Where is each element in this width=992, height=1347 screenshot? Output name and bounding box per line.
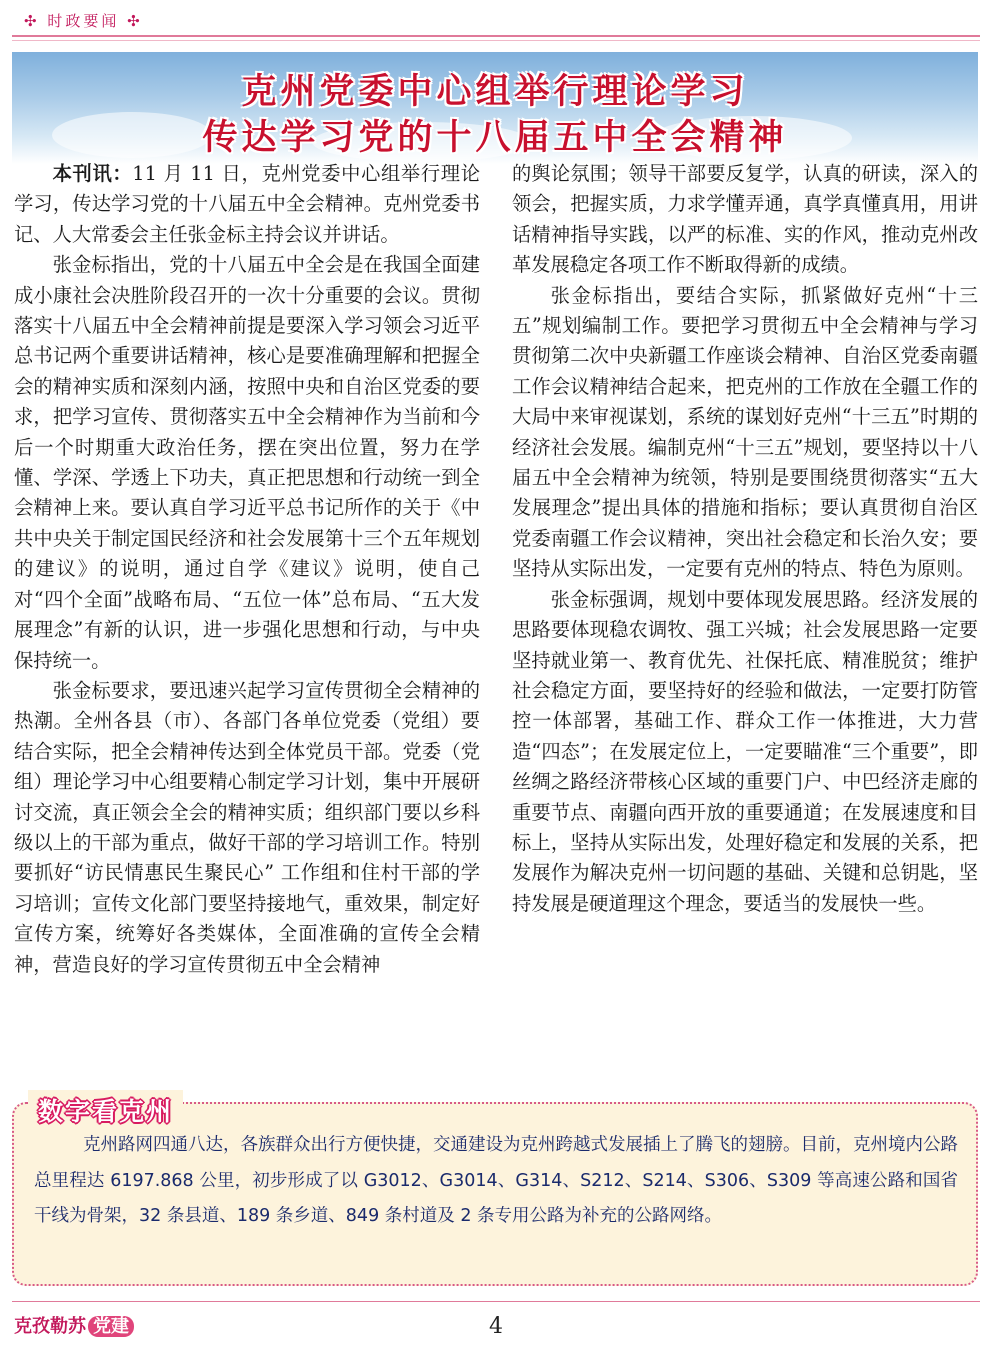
- page-number: 4: [489, 1314, 503, 1339]
- article-paragraph: 张金标要求，要迅速兴起学习宣传贯彻全会精神的热潮。全州各县（市）、各部门各单位党委（党组）要结合实际，把全会精神传达到全体党员干部。党委（党组）理论学习中心组要精心制定学习计划，集中开展研讨交流，真正领会全会的精神实质；组织部门要以乡科级以上的干部为重点，做好干部的学习培训工作。特别要抓好“访民情惠民生聚民心” 工作组和住村干部的学习培训；宣传文化部门要坚持接地气，重效果，制定好宣传方案，统筹好各类媒体，全面准确的宣传全会精神，营造良好的学习宣传贯彻五中全会精神: [14, 678, 480, 976]
- section-tag: ✣ 时政要闻 ✣: [24, 12, 143, 30]
- facts-box-text: 克州路网四通八达，各族群众出行方便快捷，交通建设为克州跨越式发展插上了腾飞的翅膀。目前，克州境内公路总里程达 6197.868 公里，初步形成了以 G3012、G3014、G314、S212、S214、S306、S309 等高速公路和国省干线为骨架，32 条县道、189 条乡道、849 条村道及 2 条专用公路为补充的公路网络。: [34, 1135, 958, 1226]
- lead-label: 本刊讯：: [52, 162, 133, 185]
- facts-box-title: 数字看克州: [28, 1090, 183, 1130]
- headline-line-1: 克州党委中心组举行理论学习: [241, 71, 749, 112]
- lead-paragraph: [14, 159, 480, 250]
- headline-banner: [12, 52, 978, 164]
- brand-accent: 党建: [88, 1316, 134, 1337]
- article-column-right: [512, 159, 978, 919]
- headline-line-2: 传达学习党的十八届五中全会精神: [202, 117, 788, 158]
- header-divider-thin: [12, 40, 980, 41]
- magazine-brand: [14, 1312, 134, 1338]
- article-column-left: [14, 159, 480, 980]
- footer-divider: [12, 1301, 980, 1302]
- article-paragraph: 张金标指出，要结合实际，抓紧做好克州“十三五”规划编制工作。要把学习贯彻五中全会精神与学习贯彻第二次中央新疆工作座谈会精神、自治区党委南疆工作会议精神结合起来，把克州的工作放在全疆工作的大局中来审视谋划，系统的谋划好克州“十三五”时期的经济社会发展。编制克州“十三五”规划，要坚持以十八届五中全会精神为统领，特别是要围绕贯彻落实“五大发展理念”提出具体的措施和指标；要认真贯彻自治区党委南疆工作会议精神，突出社会稳定和长治久安；要坚持从实际出发，一定要有克州的特点、特色为原则。: [512, 283, 978, 581]
- lead-text: 11 月 11 日，克州党委中心组举行理论学习，传达学习党的十八届五中全会精神。克州党委书记、人大常委会主任张金标主持会议并讲话。: [14, 162, 480, 246]
- brand-main: 克孜勒苏: [14, 1316, 86, 1337]
- article-paragraph: 张金标强调，规划中要体现发展思路。经济发展的思路要体现稳农调牧、强工兴城；社会发展思路一定要坚持就业第一、教育优先、社保托底、精准脱贫；维护社会稳定方面，要坚持好的经验和做法，一定要打防管控一体部署，基础工作、群众工作一体推进，大力营造“四态”；在发展定位上，一定要瞄准“三个重要”，即丝绸之路经济带核心区域的重要门户、中巴经济走廊的重要节点、南疆向西开放的重要通道；在发展速度和目标上，坚持从实际出发，处理好稳定和发展的关系，把发展作为解决克州一切问题的基础、关键和总钥匙，坚持发展是硬道理这个理念，要适当的发展快一些。: [512, 587, 978, 915]
- continued-paragraph: 的舆论氛围；领导干部要反复学，认真的研读，深入的领会，把握实质，力求学懂弄通，真学真懂真用，用讲话精神指导实践，以严的标准、实的作风，推动克州改革发展稳定各项工作不断取得新的成绩。: [512, 162, 978, 277]
- article-paragraph: 张金标指出，党的十八届五中全会是在我国全面建成小康社会决胜阶段召开的一次十分重要的会议。贯彻落实十八届五中全会精神前提是要深入学习领会习近平总书记两个重要讲话精神，核心是要准确理解和把握全会的精神实质和深刻内涵，按照中央和自治区党委的要求，把学习宣传、贯彻落实五中全会精神作为当前和今后一个时期重大政治任务，摆在突出位置，努力在学懂、学深、学透上下功夫，真正把思想和行动统一到全会精神上来。要认真自学习近平总书记所作的关于《中共中央关于制定国民经济和社会发展第十三个五年规划的建议》的说明，通过自学《建议》说明，使自己对“四个全面”战略布局、“五位一体”总布局、“五大发展理念”有新的认识，进一步强化思想和行动，与中央保持统一。: [14, 253, 480, 672]
- header-divider: [12, 35, 980, 37]
